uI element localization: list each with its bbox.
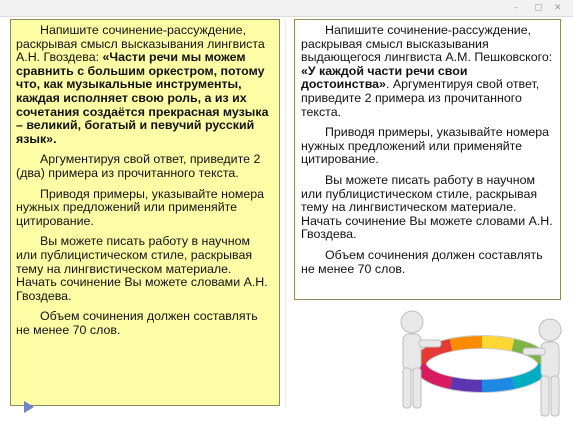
- right-paragraph-2: Приводя примеры, указывайте номера нужных предложений или применяйте цитирование.: [301, 125, 550, 167]
- left-paragraph-5: Объем сочинения должен составлять не менее 70 слов.: [16, 309, 258, 337]
- left-quote: «Части речи мы можем сравнить с большим оркестром, потому что, как музыкальные инструменты, каждая исполняет свою роль, а из их сочетания создаётся прекрасная музыка – великий, богатый и певучий русский язык».: [16, 50, 269, 146]
- left-intro: Напишите сочинение-рассуждение, раскрывая смысл высказывания лингвиста А.Н. Гвоздева:: [16, 23, 265, 65]
- right-intro-tail: . Аргументируя свой ответ, приведите 2 примера из прочитанного текста.: [301, 77, 540, 119]
- two-figures-color-wheel-icon: [390, 300, 573, 430]
- left-paragraph-1: [16, 24, 270, 146]
- right-quote: «У каждой части речи свои достоинства»: [301, 63, 468, 92]
- right-paragraph-1: [301, 24, 555, 119]
- left-task-text: [16, 24, 270, 344]
- close-icon[interactable]: ✕: [554, 3, 562, 13]
- window-top-bar: [0, 0, 573, 17]
- right-paragraph-4: Объем сочинения должен составлять не менее 70 слов.: [301, 247, 543, 276]
- left-paragraph-2: Аргументируя свой ответ, приведите 2 (два) примера из прочитанного текста.: [16, 152, 261, 180]
- right-paragraph-3: Вы можете писать работу в научном или публицистическом стиле, раскрывая тему на лингвистическом материале. Начать сочинение Вы можете словами А.Н. Гвоздева.: [301, 172, 553, 242]
- right-intro: Напишите сочинение-рассуждение, раскрывая смысл высказывания выдающегося лингвиста А.М. Пешковского:: [301, 23, 553, 65]
- left-paragraph-3: Приводя примеры, указывайте номера нужных предложений или применяйте цитирование.: [16, 186, 265, 228]
- maximize-icon[interactable]: ▢: [534, 3, 543, 13]
- left-paragraph-4: Вы можете писать работу в научном или публицистическом стиле, раскрывая тему на лингвистическом материале. Начать сочинение Вы можете словами А.Н. Гвоздева.: [16, 234, 268, 303]
- color-wheel-illustration: [390, 300, 573, 430]
- column-divider: [285, 18, 286, 408]
- minimize-icon[interactable]: –: [514, 3, 519, 13]
- play-arrow-icon[interactable]: [24, 401, 34, 413]
- right-task-text: [301, 24, 555, 283]
